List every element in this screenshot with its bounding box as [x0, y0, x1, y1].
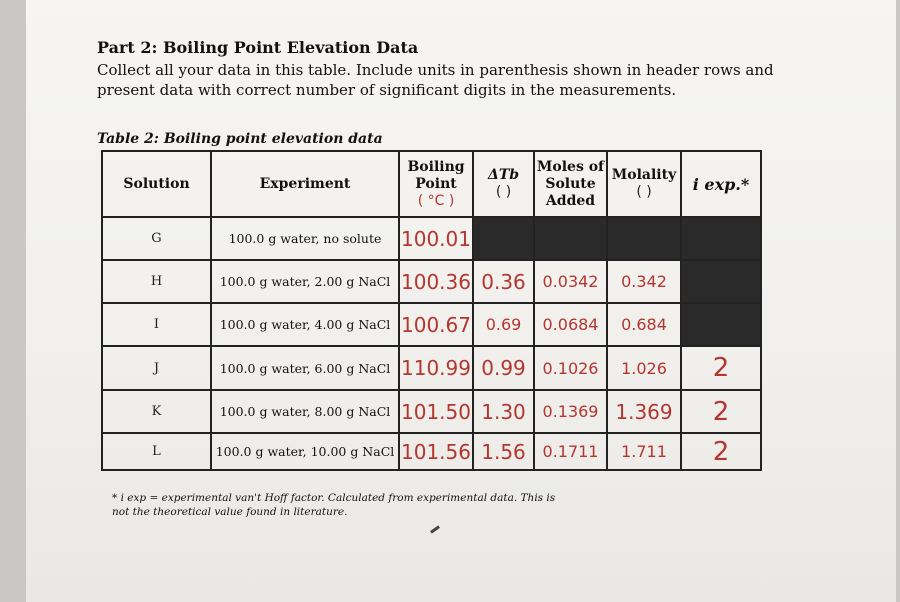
- cell-solution: K: [102, 390, 211, 433]
- cell-blocked: [607, 217, 681, 260]
- cell-solution: L: [102, 433, 211, 470]
- boiling-point-table: [101, 150, 762, 471]
- cell-boiling-point: 110.99: [399, 346, 473, 390]
- cell-experiment: 100.0 g water, no solute: [211, 217, 399, 260]
- header-delta-tb-unit: ( ): [495, 184, 512, 200]
- cell-delta-tb: 0.36: [473, 260, 534, 303]
- cell-i-exp: 2: [681, 390, 761, 433]
- table-row: [102, 260, 761, 303]
- instructions-text: Collect all your data in this table. Include units in parenthesis shown in header rows and present data with correct number of significant digits in the measurements.: [97, 61, 774, 99]
- cell-solution: J: [102, 346, 211, 390]
- cell-molality: 1.711: [607, 433, 681, 470]
- cell-solution: I: [102, 303, 211, 346]
- cell-experiment: 100.0 g water, 2.00 g NaCl: [211, 260, 399, 303]
- table-row: [102, 303, 761, 346]
- header-boiling-point-unit: ( °C ): [417, 192, 455, 209]
- cell-solution: H: [102, 260, 211, 303]
- cell-experiment: 100.0 g water, 6.00 g NaCl: [211, 346, 399, 390]
- header-boiling-point-label: Boiling Point: [407, 158, 465, 192]
- table-row: [102, 390, 761, 433]
- header-i-exp: i exp.*: [681, 151, 761, 217]
- cell-moles: 0.1369: [534, 390, 607, 433]
- cell-moles: 0.1711: [534, 433, 607, 470]
- cell-blocked: [681, 303, 761, 346]
- header-moles: Moles of Solute Added: [534, 151, 607, 217]
- cell-boiling-point: 101.56: [399, 433, 473, 470]
- cell-blocked: [534, 217, 607, 260]
- cell-boiling-point: 100.01: [399, 217, 473, 260]
- cell-molality: 0.342: [607, 260, 681, 303]
- header-molality-label: Molality: [611, 167, 677, 183]
- table-caption: Table 2: Boiling point elevation data: [97, 131, 383, 147]
- cell-experiment: 100.0 g water, 10.00 g NaCl: [211, 433, 399, 470]
- header-delta-tb: [473, 151, 534, 217]
- cell-boiling-point: 101.50: [399, 390, 473, 433]
- header-experiment: Experiment: [211, 151, 399, 217]
- cell-boiling-point: 100.36: [399, 260, 473, 303]
- cell-molality: 1.369: [607, 390, 681, 433]
- header-solution: Solution: [102, 151, 211, 217]
- cell-i-exp: 2: [681, 346, 761, 390]
- cell-i-exp: 2: [681, 433, 761, 470]
- table-row: [102, 346, 761, 390]
- cell-delta-tb: 1.56: [473, 433, 534, 470]
- cell-delta-tb: 0.69: [473, 303, 534, 346]
- cell-blocked: [681, 217, 761, 260]
- table-row: [102, 433, 761, 470]
- cell-solution: G: [102, 217, 211, 260]
- cell-delta-tb: 1.30: [473, 390, 534, 433]
- cell-boiling-point: 100.67: [399, 303, 473, 346]
- cell-molality: 0.684: [607, 303, 681, 346]
- cell-molality: 1.026: [607, 346, 681, 390]
- cell-delta-tb: 0.99: [473, 346, 534, 390]
- cell-moles: 0.1026: [534, 346, 607, 390]
- footnote: * i exp = experimental van't Hoff factor. Calculated from experimental data. This is not the theoretical value found in literature.: [112, 492, 556, 518]
- header-molality-unit: ( ): [636, 184, 652, 200]
- header-molality: [607, 151, 681, 217]
- cell-blocked: [681, 260, 761, 303]
- section-heading: Part 2: Boiling Point Elevation Data: [97, 38, 419, 57]
- cell-experiment: 100.0 g water, 8.00 g NaCl: [211, 390, 399, 433]
- cell-experiment: 100.0 g water, 4.00 g NaCl: [211, 303, 399, 346]
- cell-moles: 0.0684: [534, 303, 607, 346]
- header-delta-tb-label: ΔTb: [487, 167, 520, 183]
- table-row: [102, 217, 761, 260]
- cell-moles: 0.0342: [534, 260, 607, 303]
- cell-blocked: [473, 217, 534, 260]
- header-boiling-point: [399, 151, 473, 217]
